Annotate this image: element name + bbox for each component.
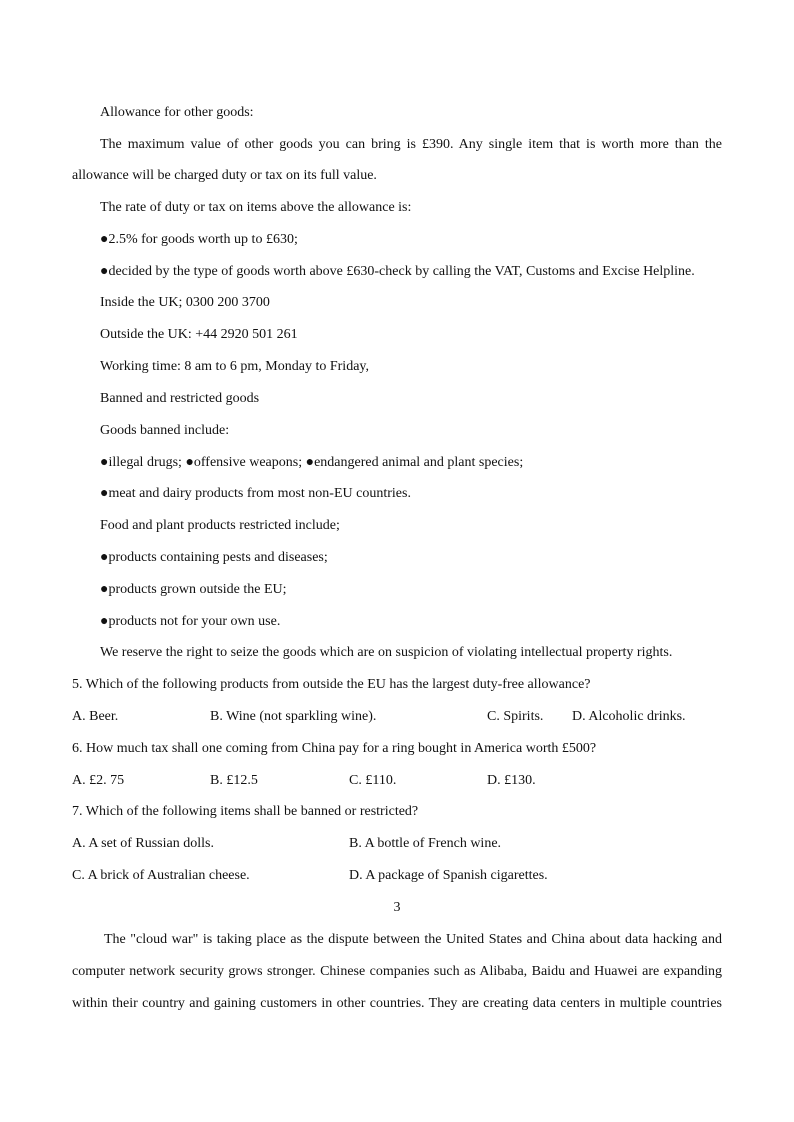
q6-option-d: D. £130. xyxy=(487,773,536,788)
bullet-item: ●products containing pests and diseases; xyxy=(100,550,328,565)
q5-option-a: A. Beer. xyxy=(72,709,119,724)
q6-option-a: A. £2. 75 xyxy=(72,773,125,788)
q7-option-c: C. A brick of Australian cheese. xyxy=(72,868,250,883)
banned-subheading: Goods banned include: xyxy=(100,423,230,438)
q7-option-b: B. A bottle of French wine. xyxy=(349,836,502,851)
bullet-item: ●decided by the type of goods worth above £630-check by calling the VAT, Customs and Excise Helpline. xyxy=(100,264,695,279)
paragraph-line: allowance will be charged duty or tax on its full value. xyxy=(72,168,377,183)
paragraph-line: The "cloud war" is taking place as the dispute between the United States and China about data hacking and xyxy=(104,932,722,947)
q5-option-c: C. Spirits. xyxy=(487,709,544,724)
question-5: 5. Which of the following products from outside the EU has the largest duty-free allowance? xyxy=(72,677,591,692)
phone-outside-uk: Outside the UK: +44 2920 501 261 xyxy=(100,327,298,342)
bullet-item: ●illegal drugs; ●offensive weapons; ●endangered animal and plant species; xyxy=(100,455,524,470)
q5-option-d: D. Alcoholic drinks. xyxy=(572,709,686,724)
q6-option-b: B. £12.5 xyxy=(210,773,258,788)
bullet-item: ●products grown outside the EU; xyxy=(100,582,287,597)
reserve-right-note: We reserve the right to seize the goods which are on suspicion of violating intellectual property rights. xyxy=(100,645,673,660)
q7-option-a: A. A set of Russian dolls. xyxy=(72,836,214,851)
bullet-item: ●meat and dairy products from most non-EU countries. xyxy=(100,486,411,501)
paragraph-line: computer network security grows stronger. Chinese companies such as Alibaba, Baidu and Huawei are expanding xyxy=(72,964,722,979)
allowance-heading: Allowance for other goods: xyxy=(100,105,254,120)
q7-option-d: D. A package of Spanish cigarettes. xyxy=(349,868,548,883)
bullet-item: ●products not for your own use. xyxy=(100,614,281,629)
question-6: 6. How much tax shall one coming from China pay for a ring bought in America worth £500? xyxy=(72,741,597,756)
section-number: 3 xyxy=(393,900,401,915)
q6-option-c: C. £110. xyxy=(349,773,397,788)
restricted-heading: Food and plant products restricted include; xyxy=(100,518,340,533)
working-time: Working time: 8 am to 6 pm, Monday to Friday, xyxy=(100,359,369,374)
paragraph-line: The maximum value of other goods you can bring is £390. Any single item that is worth more than the xyxy=(100,137,722,152)
question-7: 7. Which of the following items shall be banned or restricted? xyxy=(72,804,419,819)
q5-option-b: B. Wine (not sparkling wine). xyxy=(210,709,377,724)
phone-inside-uk: Inside the UK; 0300 200 3700 xyxy=(100,295,270,310)
paragraph-line: within their country and gaining customers in other countries. They are creating data centers in multiple countries xyxy=(72,996,722,1011)
bullet-item: ●2.5% for goods worth up to £630; xyxy=(100,232,298,247)
rate-heading: The rate of duty or tax on items above the allowance is: xyxy=(100,200,412,215)
banned-heading: Banned and restricted goods xyxy=(100,391,260,406)
